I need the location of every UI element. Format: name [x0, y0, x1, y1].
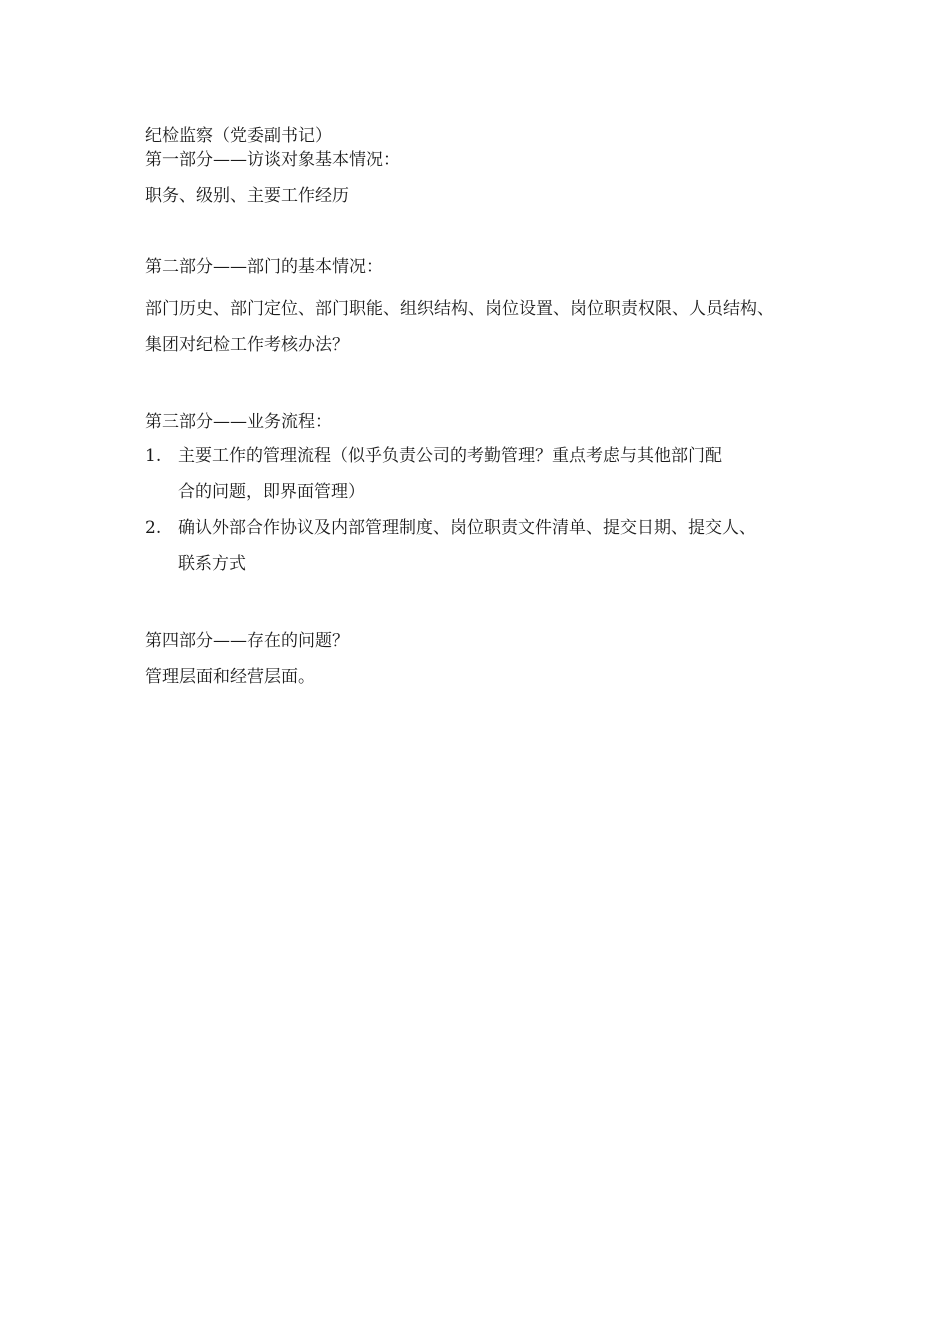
list-item-line1: 确认外部合作协议及内部管理制度、岗位职责文件清单、提交日期、提交人、 [178, 518, 756, 538]
list-item [145, 510, 815, 582]
list-item-line2: 合的问题，即界面管理） [178, 482, 365, 502]
part3-list [145, 438, 815, 582]
document-title: 纪检监察（党委副书记） [145, 126, 332, 146]
part1-body: 职务、级别、主要工作经历 [145, 186, 349, 206]
part2-heading: 第二部分——部门的基本情况： [145, 257, 383, 277]
list-item-text [178, 438, 815, 510]
list-item-number: 1. [145, 446, 162, 466]
part3-heading: 第三部分——业务流程： [145, 412, 332, 432]
part2-body-line1: 部门历史、部门定位、部门职能、组织结构、岗位设置、岗位职责权限、人员结构、 [145, 299, 774, 319]
part1-heading: 第一部分——访谈对象基本情况： [145, 150, 400, 170]
list-item-line1: 主要工作的管理流程（似乎负责公司的考勤管理？重点考虑与其他部门配 [178, 446, 722, 466]
part2-body-line2: 集团对纪检工作考核办法？ [145, 335, 349, 355]
part2-body [145, 291, 815, 363]
part4-heading: 第四部分——存在的问题？ [145, 631, 349, 651]
list-item-line2: 联系方式 [178, 554, 246, 574]
list-item-number: 2. [145, 518, 162, 538]
list-item-text [178, 510, 815, 582]
part4-body: 管理层面和经营层面。 [145, 667, 315, 687]
document-content [145, 124, 815, 689]
list-item [145, 438, 815, 510]
